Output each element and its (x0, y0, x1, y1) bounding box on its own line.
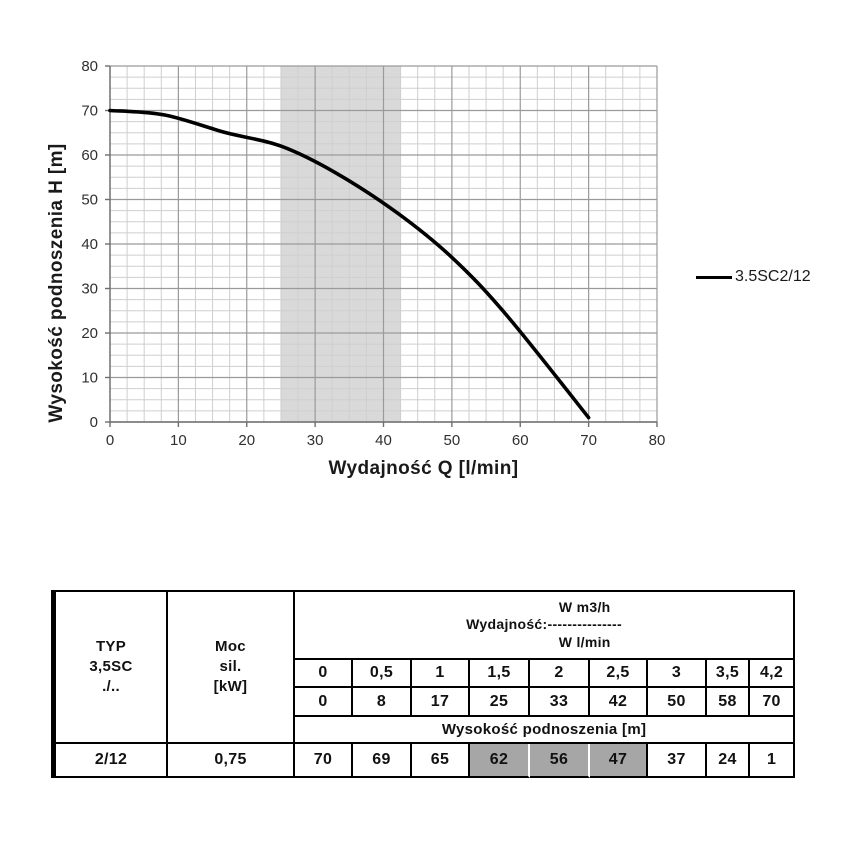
moc-header-line3: [kW] (213, 677, 248, 695)
flow-m3h-cell: 2 (530, 660, 590, 688)
pump-data-row (56, 744, 795, 778)
flow-lmin-cell: 42 (590, 688, 648, 717)
y-tick-label: 50 (81, 191, 98, 209)
typ-header-line3: ./.. (102, 677, 120, 695)
y-tick-label: 40 (81, 236, 98, 253)
flow-m3h-cell: 0,5 (353, 660, 412, 688)
legend-label: 3.5SC2/12 (735, 268, 811, 285)
x-tick-label: 10 (170, 432, 187, 449)
x-axis-title: Wydajność Q [l/min] (328, 458, 519, 479)
x-tick-label: 0 (105, 432, 115, 449)
x-tick-label: 60 (511, 432, 529, 449)
height-value-cell: 47 (590, 744, 648, 778)
pump-spec-table (51, 590, 795, 778)
y-tick-label: 30 (81, 280, 98, 298)
height-value-cell: 1 (750, 744, 795, 778)
moc-header-line1: Moc (215, 638, 246, 656)
flow-m3h-cell: 1,5 (470, 660, 530, 688)
flow-lmin-cell: 50 (648, 688, 707, 717)
flow-m3h-cell: 0 (295, 660, 353, 688)
flow-lmin-cell: 33 (530, 688, 590, 717)
height-value-cell: 37 (648, 744, 707, 778)
x-tick-label: 40 (375, 432, 392, 449)
x-tick-label: 30 (306, 432, 324, 449)
flow-lmin-cell: 58 (707, 688, 750, 717)
flow-header-label: Wydajność: (466, 616, 548, 633)
height-value-cell: 65 (412, 744, 470, 778)
height-value-cell: 69 (353, 744, 412, 778)
y-tick-label: 20 (81, 325, 98, 342)
y-tick-label: 70 (81, 102, 98, 120)
pump-power-cell: 0,75 (168, 744, 295, 778)
flow-header (295, 599, 793, 652)
x-tick-label: 20 (238, 432, 256, 449)
pump-type-cell: 2/12 (56, 744, 168, 778)
x-tick-label: 50 (443, 432, 461, 449)
height-value-cell: 24 (707, 744, 750, 778)
flow-unit-lmin: W l/min (558, 633, 611, 650)
y-tick-label: 0 (89, 414, 98, 431)
flow-lmin-cell: 0 (295, 688, 353, 717)
height-value-cell: 56 (530, 744, 590, 778)
flow-m3h-cell: 3 (648, 660, 707, 688)
flow-m3h-cell: 3,5 (707, 660, 750, 688)
chart-legend (696, 268, 811, 286)
flow-m3h-cell: 4,2 (750, 660, 795, 688)
flow-lmin-cell: 70 (750, 688, 795, 717)
flow-m3h-cell: 1 (412, 660, 470, 688)
typ-header-line2: 3,5SC (89, 658, 133, 676)
flow-unit-m3h: W m3/h (558, 598, 611, 615)
flow-header-units (547, 599, 621, 652)
height-header-cell: Wysokość podnoszenia [m] (295, 717, 795, 744)
flow-header-dashes: --------------- (547, 616, 622, 633)
flow-lmin-cell: 8 (353, 688, 412, 717)
x-tick-label: 80 (648, 432, 666, 449)
y-tick-label: 60 (81, 147, 98, 164)
flow-lmin-cell: 25 (470, 688, 530, 717)
typ-header-cell (56, 592, 168, 744)
typ-header-line1: TYP (95, 638, 127, 656)
height-value-cell: 70 (295, 744, 353, 778)
x-tick-label: 70 (580, 432, 597, 449)
y-tick-label: 10 (81, 369, 98, 387)
height-value-cell: 62 (470, 744, 530, 778)
y-tick-label: 80 (81, 58, 98, 75)
flow-header-cell (295, 592, 795, 660)
y-axis-title: Wysokość podnoszenia H [m] (46, 143, 67, 423)
moc-header-line2: sil. (219, 658, 242, 676)
moc-header-cell (168, 592, 295, 744)
flow-m3h-cell: 2,5 (590, 660, 648, 688)
flow-lmin-cell: 17 (412, 688, 470, 717)
legend-line-icon (696, 276, 732, 279)
